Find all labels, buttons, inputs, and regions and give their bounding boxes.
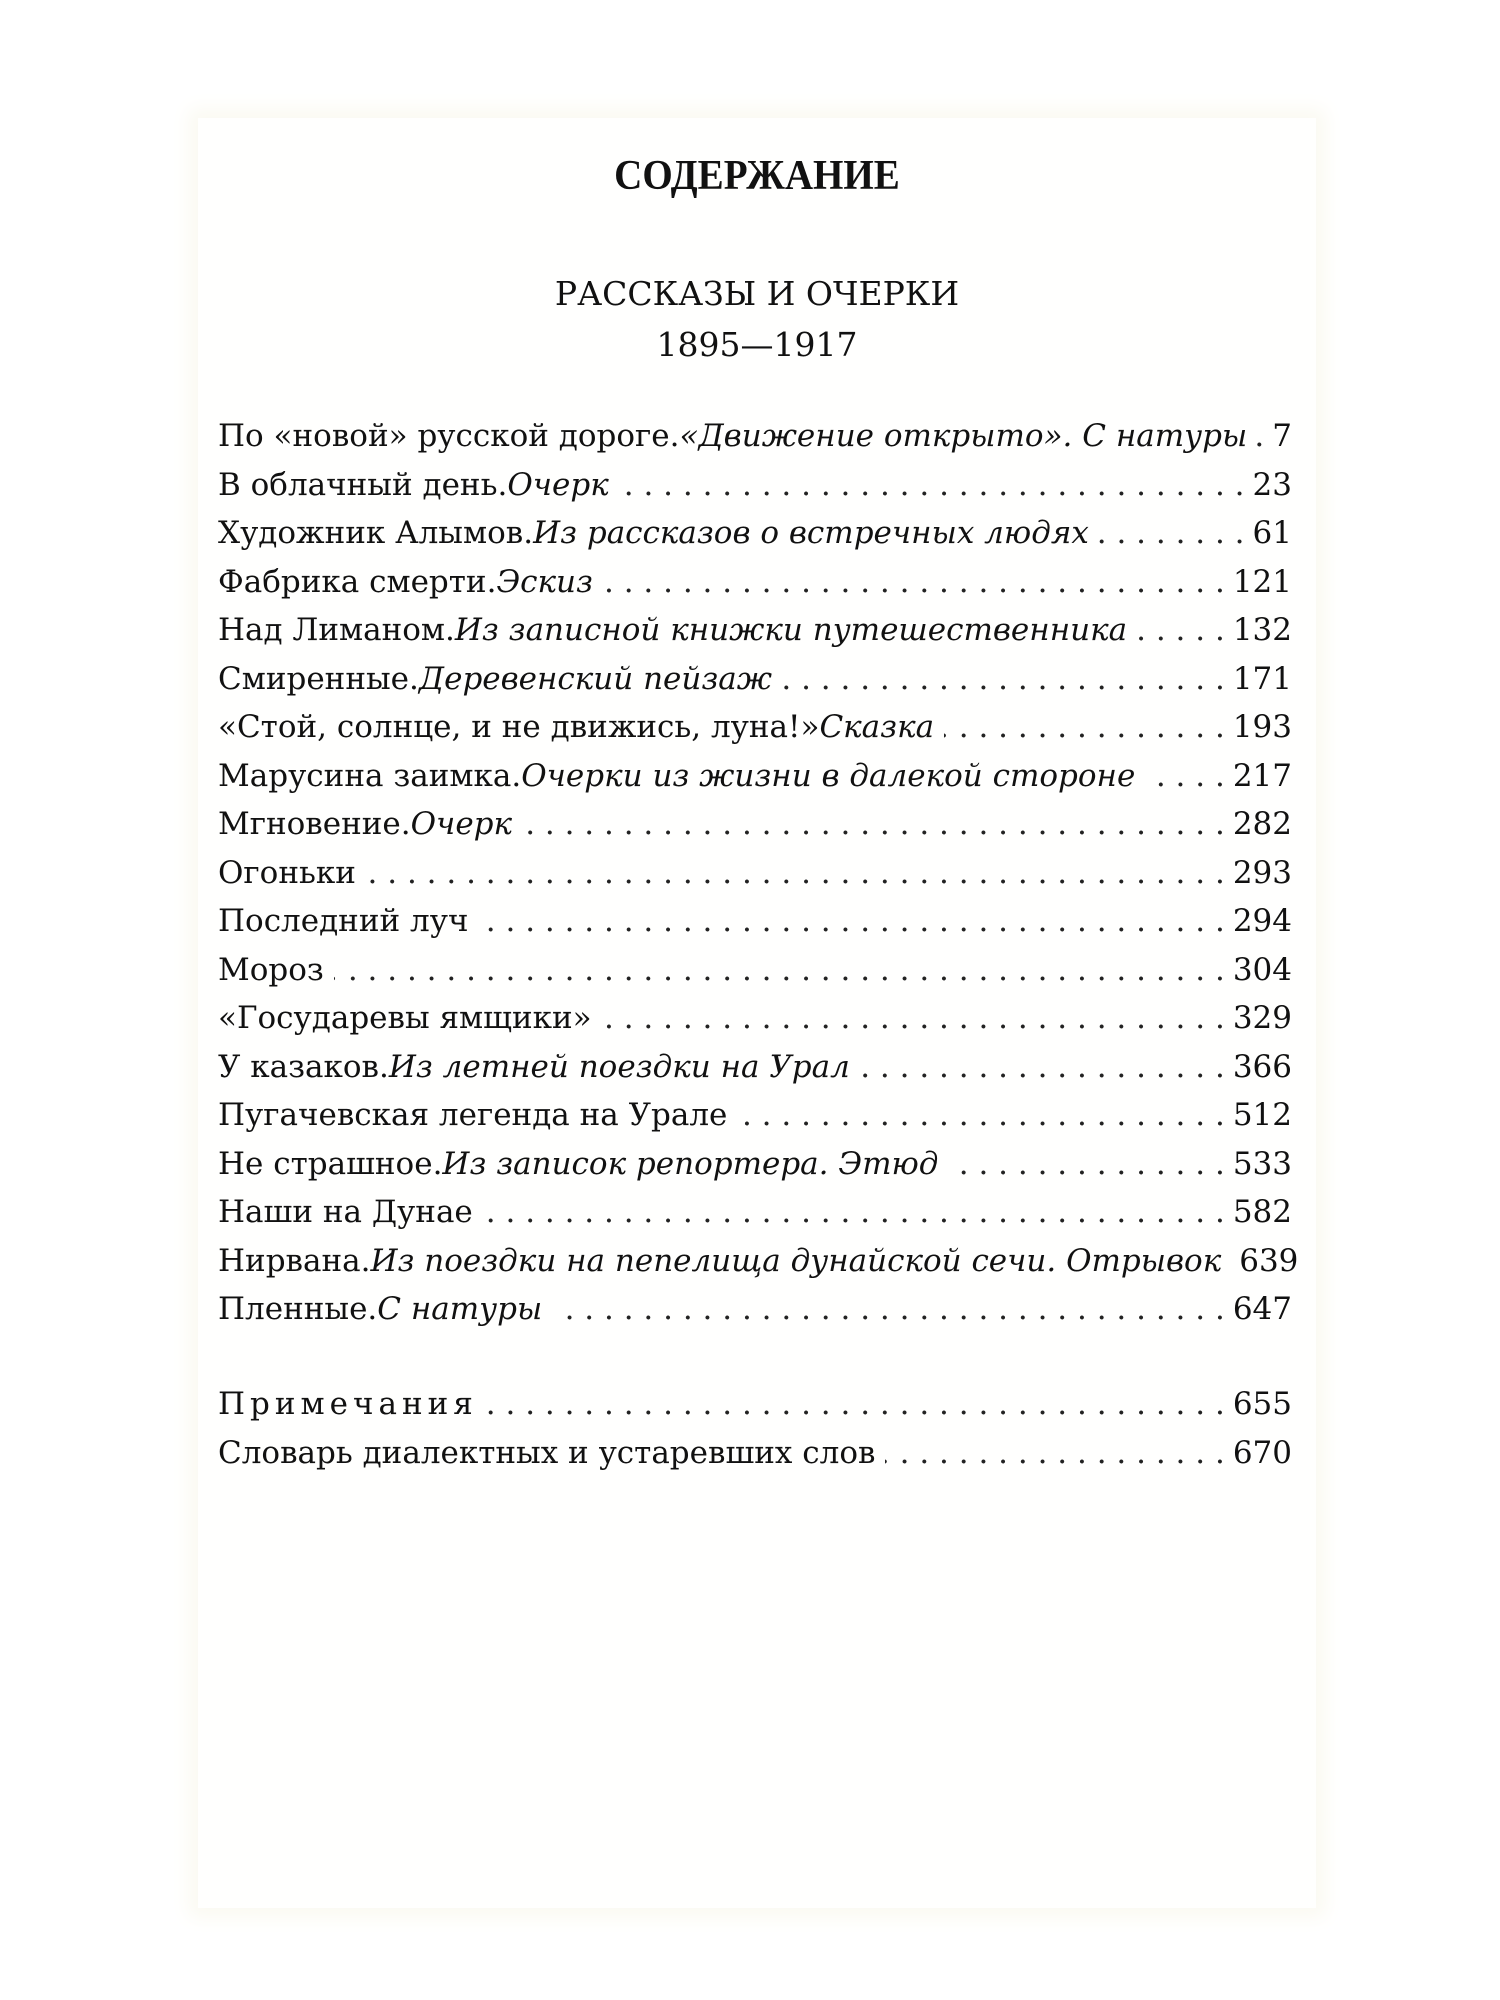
page-number: 655: [1232, 1386, 1292, 1422]
section-title: РАССКАЗЫ И ОЧЕРКИ: [554, 274, 960, 313]
page-number: 61: [1252, 515, 1292, 551]
contents-page: [198, 118, 1316, 1908]
toc-entry[interactable]: [218, 1291, 1292, 1340]
toc-entry[interactable]: [218, 1194, 1292, 1243]
dot-leader: [737, 1097, 1224, 1133]
entry-title: Огоньки: [218, 854, 356, 891]
dot-leader: [1145, 758, 1225, 794]
dot-leader: [944, 709, 1225, 745]
dot-leader: [1099, 515, 1245, 551]
entry-title: Последний луч: [218, 903, 469, 939]
toc-entry[interactable]: [218, 515, 1292, 564]
toc-entry[interactable]: [218, 1242, 1299, 1292]
entry-subtitle: Деревенский пейзаж: [418, 660, 772, 697]
toc-entry-notes[interactable]: [218, 1386, 1292, 1435]
page-title: СОДЕРЖАНИЕ: [614, 153, 900, 199]
entry-subtitle: Очерк: [507, 466, 609, 503]
dot-leader: [603, 564, 1225, 600]
dot-leader: [948, 1146, 1224, 1182]
entry-title: Примечания: [218, 1386, 478, 1422]
toc-entry[interactable]: [218, 1000, 1292, 1049]
page-number: 132: [1232, 612, 1292, 648]
dot-leader: [552, 1291, 1225, 1327]
entry-title: Мороз: [218, 951, 324, 988]
entry-title: В облачный день.: [218, 466, 508, 503]
toc-entry[interactable]: [218, 1049, 1292, 1098]
entry-subtitle: Из поездки на пепелища дунайской сечи. Отрывок: [370, 1242, 1222, 1279]
toc-entry[interactable]: [218, 564, 1292, 613]
dot-leader: [782, 661, 1225, 697]
page-number: 294: [1232, 903, 1292, 939]
toc-entry[interactable]: [218, 709, 1292, 758]
toc-entry[interactable]: [218, 612, 1292, 661]
entry-title: Мгновение.: [218, 806, 411, 842]
page-number: 329: [1232, 1000, 1292, 1036]
toc-entry[interactable]: [218, 467, 1292, 516]
dot-leader: [619, 467, 1245, 503]
entry-subtitle: Из записок репортера. Этюд: [442, 1145, 939, 1182]
toc-entry[interactable]: [218, 418, 1292, 467]
section-years: 1895—1917: [656, 325, 858, 364]
entry-title: По «новой» русской дороге.: [218, 418, 680, 454]
entry-title: «Стой, солнце, и не движись, луна!»: [218, 709, 820, 745]
page-number: 23: [1252, 466, 1292, 503]
page-number: 171: [1232, 660, 1292, 697]
back-matter-list: [218, 1386, 1292, 1483]
toc-entry[interactable]: [218, 1146, 1292, 1195]
toc-entry-glossary[interactable]: [218, 1435, 1292, 1484]
page-number: 304: [1232, 951, 1292, 988]
entry-subtitle: Очерк: [410, 806, 513, 842]
page-number: 217: [1232, 757, 1292, 794]
entry-subtitle: Эскиз: [496, 563, 593, 600]
dot-leader: [1137, 612, 1225, 648]
toc-entry[interactable]: [218, 806, 1292, 855]
page-number: 193: [1232, 709, 1292, 745]
dot-leader: [885, 1435, 1224, 1471]
page-number: 582: [1232, 1194, 1292, 1230]
dot-leader: [366, 855, 1225, 891]
dot-leader: [602, 1000, 1225, 1036]
dot-leader: [488, 1386, 1225, 1422]
page-number: 121: [1232, 563, 1292, 600]
dot-leader: [860, 1049, 1225, 1085]
page-number: 7: [1272, 418, 1292, 454]
dot-leader: [522, 806, 1225, 842]
page-number: 512: [1232, 1097, 1292, 1133]
toc-entry[interactable]: [218, 903, 1292, 952]
page-number: 533: [1232, 1145, 1292, 1182]
entry-subtitle: Из летней поездки на Урал: [388, 1048, 850, 1085]
toc-entry[interactable]: [218, 661, 1292, 710]
entry-title: Художник Алымов.: [218, 515, 534, 551]
dot-leader: [334, 952, 1225, 988]
page-number: 639: [1239, 1242, 1299, 1279]
entry-subtitle: Сказка: [819, 709, 935, 745]
entry-title: Наши на Дунае: [218, 1194, 473, 1230]
dot-leader: [483, 1194, 1225, 1230]
toc-entry[interactable]: [218, 1097, 1292, 1146]
entry-title: Марусина заимка.: [218, 757, 522, 794]
entry-subtitle: Очерки из жизни в далекой стороне: [521, 757, 1136, 794]
toc-entry[interactable]: [218, 855, 1292, 904]
page-number: 670: [1232, 1434, 1292, 1471]
entry-title: Словарь диалектных и устаревших слов: [218, 1434, 876, 1471]
page-number: 282: [1232, 806, 1292, 842]
entry-title: Пугачевская легенда на Урале: [218, 1097, 728, 1133]
entry-title: Над Лиманом.: [218, 612, 455, 648]
entry-subtitle: С натуры: [377, 1291, 543, 1327]
dot-leader: [1257, 418, 1264, 454]
entry-subtitle: Из рассказов о встречных людях: [533, 515, 1089, 551]
entry-title: Фабрика смерти.: [218, 563, 497, 600]
toc-entry[interactable]: [218, 952, 1292, 1001]
toc-entry[interactable]: [218, 758, 1292, 807]
entry-title: Пленные.: [218, 1291, 378, 1327]
dot-leader: [478, 903, 1224, 939]
page-number: 647: [1232, 1291, 1292, 1327]
entry-subtitle: «Движение открыто». С натуры: [679, 418, 1248, 454]
entry-title: У казаков.: [218, 1048, 389, 1085]
entry-title: Смиренные.: [218, 660, 419, 697]
page-number: 293: [1232, 854, 1292, 891]
entry-title: Не страшное.: [218, 1145, 443, 1182]
entry-subtitle: Из записной книжки путешественника: [454, 612, 1128, 648]
entry-title: Нирвана.: [218, 1242, 371, 1279]
toc-list: [218, 418, 1299, 1340]
entry-title: «Государевы ямщики»: [218, 1000, 592, 1036]
page-number: 366: [1232, 1048, 1292, 1085]
